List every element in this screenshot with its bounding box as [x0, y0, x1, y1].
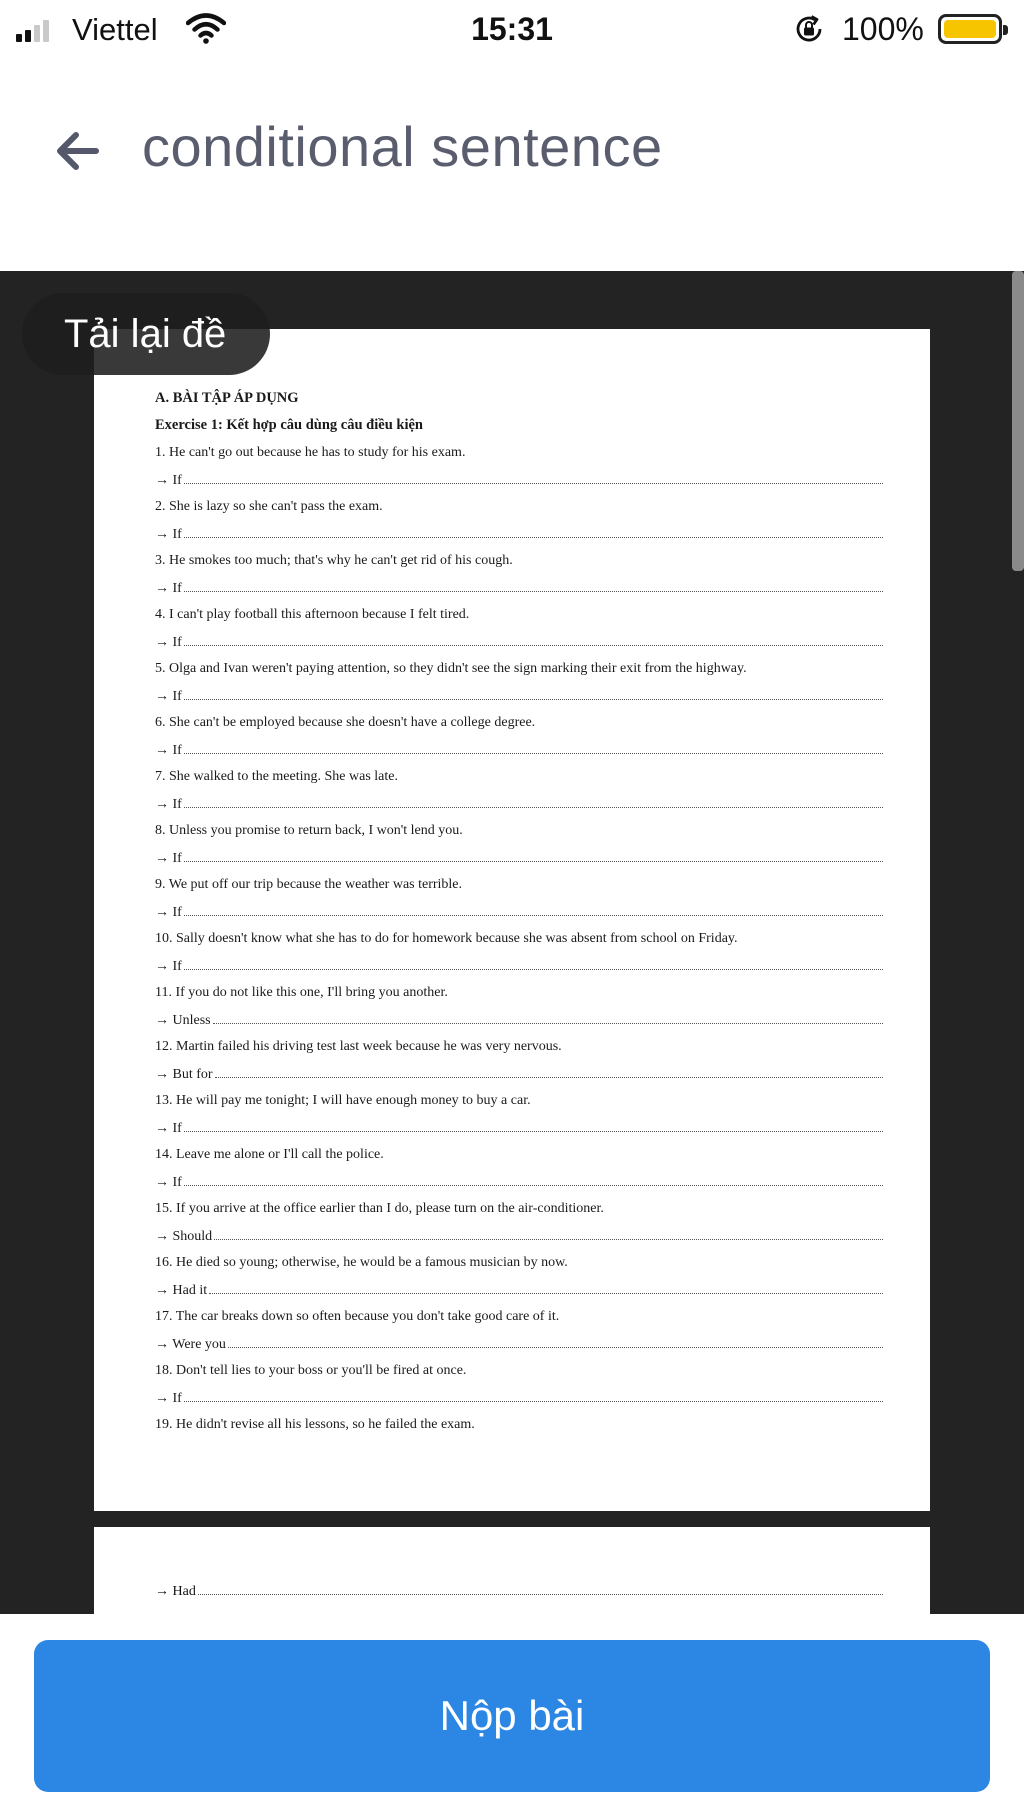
- answer-line: [155, 628, 883, 655]
- answer-prefix: → Were you: [155, 1337, 226, 1352]
- answer-line: [155, 1114, 883, 1141]
- answer-line: [155, 844, 883, 871]
- reload-exam-button[interactable]: Tải lại đề: [22, 293, 270, 375]
- app-header: [0, 92, 1024, 212]
- page-title: conditional sentence: [142, 115, 663, 178]
- exercise-question: 12. Martin failed his driving test last week because he was very nervous.: [155, 1039, 562, 1054]
- answer-prefix: → If: [155, 1121, 182, 1136]
- exercise-document: [155, 385, 883, 1438]
- exercise-title: Exercise 1: Kết hợp câu dùng câu điều kiện: [155, 417, 423, 433]
- answer-prefix: → If: [155, 1175, 182, 1190]
- carrier-name: Viettel: [72, 12, 158, 47]
- exercise-question: 17. The car breaks down so often because you don't take good care of it.: [155, 1309, 560, 1324]
- answer-line: [155, 790, 883, 817]
- exercise-list: [155, 439, 883, 1438]
- submit-button[interactable]: Nộp bài: [34, 1640, 990, 1792]
- exercise-question: 1. He can't go out because he has to study for his exam.: [155, 445, 466, 460]
- answer-blank: [215, 1060, 883, 1078]
- answer-prefix: → If: [155, 743, 182, 758]
- scrollbar[interactable]: [1012, 271, 1024, 571]
- exercise-question: 10. Sally doesn't know what she has to do for homework because she was absent from school on Friday.: [155, 931, 738, 946]
- document-viewer[interactable]: [0, 271, 1024, 1614]
- answer-blank: [184, 1384, 883, 1402]
- answer-line: [155, 1060, 883, 1087]
- exercise-question: 3. He smokes too much; that's why he can't get rid of his cough.: [155, 553, 513, 568]
- answer-blank: [184, 628, 883, 646]
- exercise-question: 4. I can't play football this afternoon because I felt tired.: [155, 607, 470, 622]
- answer-blank: [184, 736, 883, 754]
- exercise-question: 19. He didn't revise all his lessons, so he failed the exam.: [155, 1417, 475, 1432]
- answer-blank: [228, 1330, 883, 1348]
- status-bar: [0, 0, 1024, 60]
- answer-prefix: → If: [155, 473, 182, 488]
- answer-prefix: → Unless: [155, 1013, 211, 1028]
- answer-blank: [184, 790, 883, 808]
- exercise-question: 7. She walked to the meeting. She was late.: [155, 769, 398, 784]
- answer-blank: [213, 1006, 883, 1024]
- exercise-question: 18. Don't tell lies to your boss or you'll be fired at once.: [155, 1363, 467, 1378]
- answer-prefix: → But for: [155, 1067, 213, 1082]
- answer-prefix: → If: [155, 689, 182, 704]
- answer-line: [155, 1222, 883, 1249]
- exercise-question: 6. She can't be employed because she doesn't have a college degree.: [155, 715, 536, 730]
- answer-blank: [184, 682, 883, 700]
- answer-line: [155, 952, 883, 979]
- answer-line: [155, 1006, 883, 1033]
- answer-line: [155, 1577, 883, 1600]
- document-page-2: [94, 1527, 930, 1614]
- answer-prefix: → Should: [155, 1229, 213, 1244]
- status-time: 15:31: [471, 11, 553, 47]
- document-page: [94, 329, 930, 1511]
- answer-blank: [209, 1276, 883, 1294]
- answer-blank: [184, 952, 883, 970]
- answer-blank: [184, 844, 883, 862]
- answer-blank: [184, 574, 883, 592]
- exercise-question: 16. He died so young; otherwise, he would be a famous musician by now.: [155, 1255, 568, 1270]
- answer-prefix: → If: [155, 905, 182, 920]
- answer-blank: [184, 1114, 883, 1132]
- answer-prefix: → If: [155, 959, 182, 974]
- rotation-lock-icon: [793, 13, 825, 45]
- answer-line: [155, 466, 883, 493]
- answer-prefix: → Had: [155, 1584, 196, 1599]
- exercise-question: 14. Leave me alone or I'll call the police.: [155, 1147, 384, 1162]
- arrow-left-icon[interactable]: [50, 124, 104, 178]
- exercise-question: 5. Olga and Ivan weren't paying attention, so they didn't see the sign marking their exit from the highway.: [155, 661, 747, 676]
- answer-prefix: → If: [155, 1391, 182, 1406]
- answer-prefix: → If: [155, 635, 182, 650]
- answer-blank: [184, 520, 883, 538]
- exercise-question: 11. If you do not like this one, I'll bring you another.: [155, 985, 448, 1000]
- answer-line: [155, 1276, 883, 1303]
- answer-line: [155, 1330, 883, 1357]
- battery-percentage: 100%: [842, 11, 924, 47]
- exercise-question: 13. He will pay me tonight; I will have enough money to buy a car.: [155, 1093, 531, 1108]
- answer-line: [155, 520, 883, 547]
- exercise-question: 2. She is lazy so she can't pass the exam.: [155, 499, 383, 514]
- answer-line: [155, 574, 883, 601]
- answer-prefix: → If: [155, 581, 182, 596]
- exercise-question: 9. We put off our trip because the weather was terrible.: [155, 877, 463, 892]
- answer-line: [155, 1384, 883, 1411]
- answer-line: [155, 682, 883, 709]
- answer-prefix: → If: [155, 527, 182, 542]
- answer-prefix: → Had it: [155, 1283, 208, 1298]
- answer-blank: [184, 898, 883, 916]
- answer-prefix: → If: [155, 797, 182, 812]
- document-heading: A. BÀI TẬP ÁP DỤNG: [155, 390, 299, 406]
- exercise-question: 8. Unless you promise to return back, I won't lend you.: [155, 823, 463, 838]
- exercise-question: 15. If you arrive at the office earlier than I do, please turn on the air-conditioner.: [155, 1201, 604, 1216]
- answer-blank: [184, 1168, 883, 1186]
- answer-line: [155, 736, 883, 763]
- answer-blank: [184, 466, 883, 484]
- answer-prefix: → If: [155, 851, 182, 866]
- answer-blank: [198, 1577, 883, 1595]
- answer-blank: [214, 1222, 883, 1240]
- answer-line: [155, 898, 883, 925]
- answer-line: [155, 1168, 883, 1195]
- battery-icon: [938, 14, 1002, 44]
